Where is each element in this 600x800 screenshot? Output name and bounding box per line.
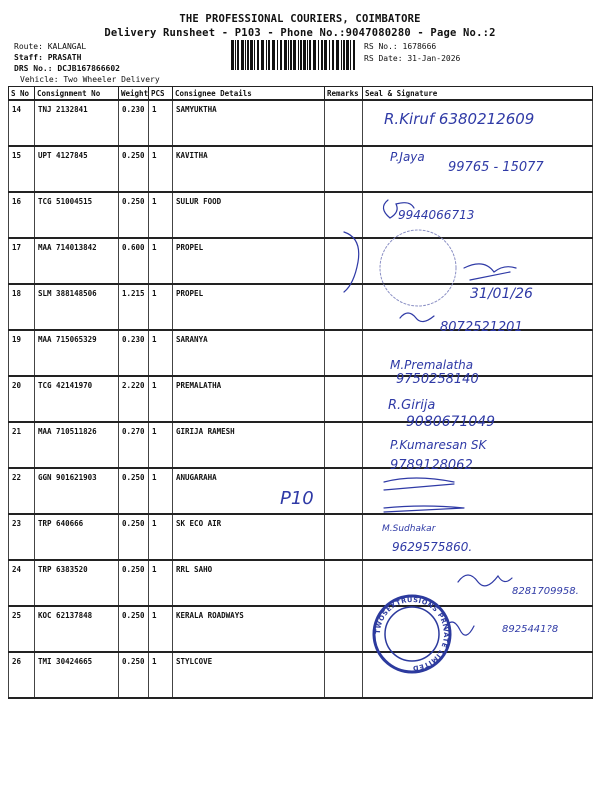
cell-pcs: 1 [149, 192, 173, 238]
cell-consignment: KOC 62137848 [35, 606, 119, 652]
signature-row-15-phone: 99765 - 15077 [448, 160, 544, 175]
faint-stamp [380, 230, 456, 306]
struck-signature-row-23 [384, 478, 464, 512]
cell-pcs: 1 [149, 514, 173, 560]
cell-consignee: PREMALATHA [173, 376, 325, 422]
cell-weight: 1.215 [119, 284, 149, 330]
cell-consignment: MAA 715065329 [35, 330, 119, 376]
vehicle-label: Vehicle: Two Wheeler Delivery [20, 75, 160, 84]
cell-sno: 25 [9, 606, 35, 652]
signature-row-20-phone: 9750258140 [396, 372, 479, 387]
cell-consignee: ANUGARAHA [173, 468, 325, 514]
signature-row-18-date: 31/01/26 [470, 286, 533, 302]
signature-row-26: 8925441?8 [502, 624, 559, 635]
column-header: S No [9, 87, 35, 101]
cell-consignment: TCG 51004515 [35, 192, 119, 238]
cell-sno: 24 [9, 560, 35, 606]
cell-weight: 0.230 [119, 330, 149, 376]
column-header: Consignment No [35, 87, 119, 101]
cell-pcs: 1 [149, 560, 173, 606]
signature-row-25: 8281709958. [512, 586, 579, 597]
cell-pcs: 1 [149, 422, 173, 468]
column-header: PCS [149, 87, 173, 101]
cell-weight: 0.250 [119, 514, 149, 560]
signature-row-15-name: P.Jaya [390, 150, 425, 164]
cell-consignee: GIRIJA RAMESH [173, 422, 325, 468]
cell-consignee: SARANYA [173, 330, 325, 376]
scribble-row-25 [458, 575, 512, 586]
cell-consignment: MAA 714013842 [35, 238, 119, 284]
cell-weight: 0.270 [119, 422, 149, 468]
cell-sno: 18 [9, 284, 35, 330]
cell-weight: 0.250 [119, 606, 149, 652]
cell-sno: 17 [9, 238, 35, 284]
column-header: Weight [119, 87, 149, 101]
cell-sno: 22 [9, 468, 35, 514]
cell-consignment: TRP 640666 [35, 514, 119, 560]
cell-pcs: 1 [149, 606, 173, 652]
signature-row-24-name: M.Sudhakar [382, 524, 436, 534]
company-title: THE PROFESSIONAL COURIERS, COIMBATORE [179, 13, 421, 25]
cell-pcs: 1 [149, 652, 173, 698]
staff-label: Staff: PRASATH [14, 53, 82, 62]
cell-sno: 19 [9, 330, 35, 376]
signature-row-22-name: P.Kumaresan SK [390, 438, 487, 452]
cell-weight: 2.220 [119, 376, 149, 422]
cell-pcs: 1 [149, 376, 173, 422]
cell-weight: 0.250 [119, 192, 149, 238]
cell-consignee: STYLCOVE [173, 652, 325, 698]
scribble-row-18 [464, 264, 516, 280]
signature-row-20-name: M.Premalatha [390, 358, 474, 372]
cell-pcs: 1 [149, 284, 173, 330]
cell-consignment: TNJ 2132841 [35, 100, 119, 146]
cell-weight: 0.230 [119, 100, 149, 146]
cell-consignment: SLM 388148506 [35, 284, 119, 330]
cell-weight: 0.250 [119, 560, 149, 606]
drs-number: DRS No.: DCJB167866602 [14, 64, 120, 73]
cell-sno: 14 [9, 100, 35, 146]
column-header: Seal & Signature [363, 87, 593, 101]
column-header: Remarks [325, 87, 363, 101]
cell-consignee: SULUR FOOD [173, 192, 325, 238]
signature-row-21-phone: 9080671049 [406, 414, 496, 430]
svg-text:TWOSEXTRUSIONS PRIVATE LIMITED: TWOSEXTRUSIONS PRIVATE LIMITED [373, 595, 451, 673]
cell-consignment: MAA 710511826 [35, 422, 119, 468]
cell-pcs: 1 [149, 100, 173, 146]
column-header: Consignee Details [173, 87, 325, 101]
signature-row-14: R.Kiruf 6380212609 [384, 110, 535, 128]
signature-row-21-name: R.Girija [388, 398, 436, 413]
cell-consignment: UPT 4127845 [35, 146, 119, 192]
cell-consignment: TMI 30424665 [35, 652, 119, 698]
signature-row-19: 8072521201 [440, 320, 523, 335]
signature-row-16: 9944066713 [398, 208, 475, 222]
cell-consignee: RRL SAHO [173, 560, 325, 606]
cell-consignee: SK ECO AIR [173, 514, 325, 560]
cell-sno: 20 [9, 376, 35, 422]
cell-pcs: 1 [149, 468, 173, 514]
cell-consignee: PROPEL [173, 238, 325, 284]
cell-consignee: KAVITHA [173, 146, 325, 192]
cell-sno: 15 [9, 146, 35, 192]
cell-sno: 23 [9, 514, 35, 560]
cell-consignment: TRP 6383520 [35, 560, 119, 606]
cell-consignee: KERALA ROADWAYS [173, 606, 325, 652]
cell-sno: 16 [9, 192, 35, 238]
cell-weight: 0.250 [119, 468, 149, 514]
runsheet-subtitle: Delivery Runsheet - P103 - Phone No.:9047080280 - Page No.:2 [104, 27, 496, 39]
cell-weight: 0.250 [119, 146, 149, 192]
cell-sno: 21 [9, 422, 35, 468]
cell-sno: 26 [9, 652, 35, 698]
scribble-row-16 [383, 200, 414, 218]
cell-pcs: 1 [149, 238, 173, 284]
cell-consignee: SAMYUKTHA [173, 100, 325, 146]
scribble-row-19 [400, 313, 434, 322]
bracket-rows-17-18 [344, 232, 359, 292]
cell-pcs: 1 [149, 146, 173, 192]
company-stamp [374, 596, 450, 672]
signature-row-22-phone: 9789128062 [390, 458, 473, 473]
cell-consignment: GGN 901621903 [35, 468, 119, 514]
cell-weight: 0.250 [119, 652, 149, 698]
cell-consignment: TCG 42141970 [35, 376, 119, 422]
cell-pcs: 1 [149, 330, 173, 376]
rs-number: RS No.: 1678666 [364, 42, 437, 51]
remark-row-23: P10 [280, 488, 314, 509]
route-label: Route: KALANGAL [14, 42, 87, 51]
cell-weight: 0.600 [119, 238, 149, 284]
signature-row-24-phone: 9629575860. [392, 540, 473, 554]
rs-date: RS Date: 31-Jan-2026 [364, 54, 461, 63]
cell-consignee: PROPEL [173, 284, 325, 330]
